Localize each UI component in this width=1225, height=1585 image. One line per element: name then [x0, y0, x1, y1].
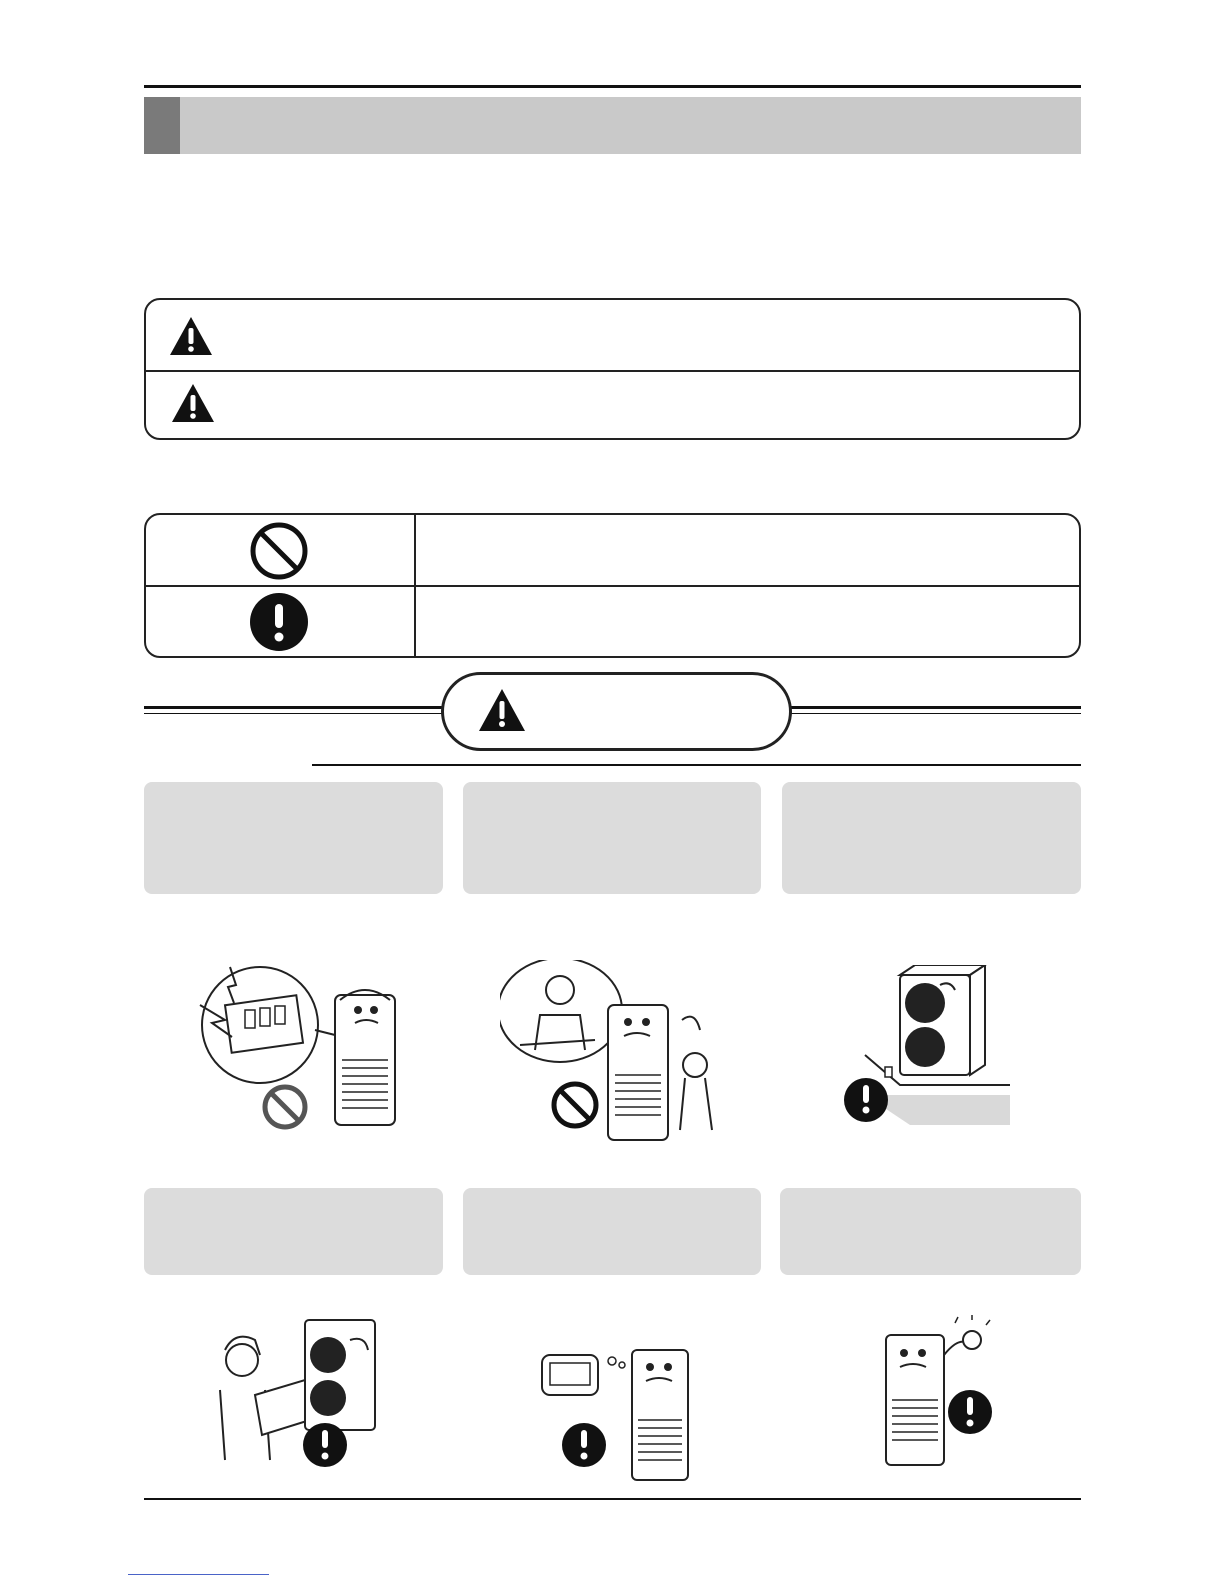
caption-panel — [463, 1188, 761, 1275]
illustration-outlet-unit — [540, 1345, 710, 1485]
symbol-column-divider — [414, 515, 416, 656]
banner-rule-right-1 — [790, 706, 1081, 709]
bottom-rule — [144, 1498, 1081, 1500]
caption-panel — [463, 782, 761, 894]
banner-rule-right-2 — [790, 713, 1081, 714]
warning-triangle-icon — [477, 687, 527, 733]
caption-panel — [144, 1188, 443, 1275]
title-marker — [144, 97, 180, 154]
mandatory-exclamation-icon — [249, 592, 309, 652]
caution-triangle-icon — [170, 382, 216, 424]
illustration-unit-ok — [870, 1315, 1020, 1475]
signal-word-box — [144, 298, 1081, 440]
signal-divider — [146, 370, 1079, 372]
caption-panel — [144, 782, 443, 894]
banner-rule-left-1 — [144, 706, 444, 709]
warning-banner — [441, 672, 792, 751]
subsection-rule — [312, 764, 1081, 766]
footer-link-underline[interactable] — [128, 1574, 269, 1575]
symbol-row-divider — [146, 585, 1079, 587]
section-title-bar — [144, 97, 1081, 154]
illustration-outdoor-unit — [840, 965, 1020, 1135]
caption-panel — [780, 1188, 1081, 1275]
illustration-installer-manual — [200, 1310, 390, 1470]
symbol-legend-box — [144, 513, 1081, 658]
prohibited-icon — [249, 521, 309, 581]
banner-rule-left-2 — [144, 713, 444, 714]
caption-panel — [782, 782, 1081, 894]
illustration-person-unit — [500, 960, 730, 1150]
top-rule — [144, 85, 1081, 88]
warning-triangle-icon — [168, 315, 214, 357]
illustration-breaker-unit — [190, 965, 420, 1140]
